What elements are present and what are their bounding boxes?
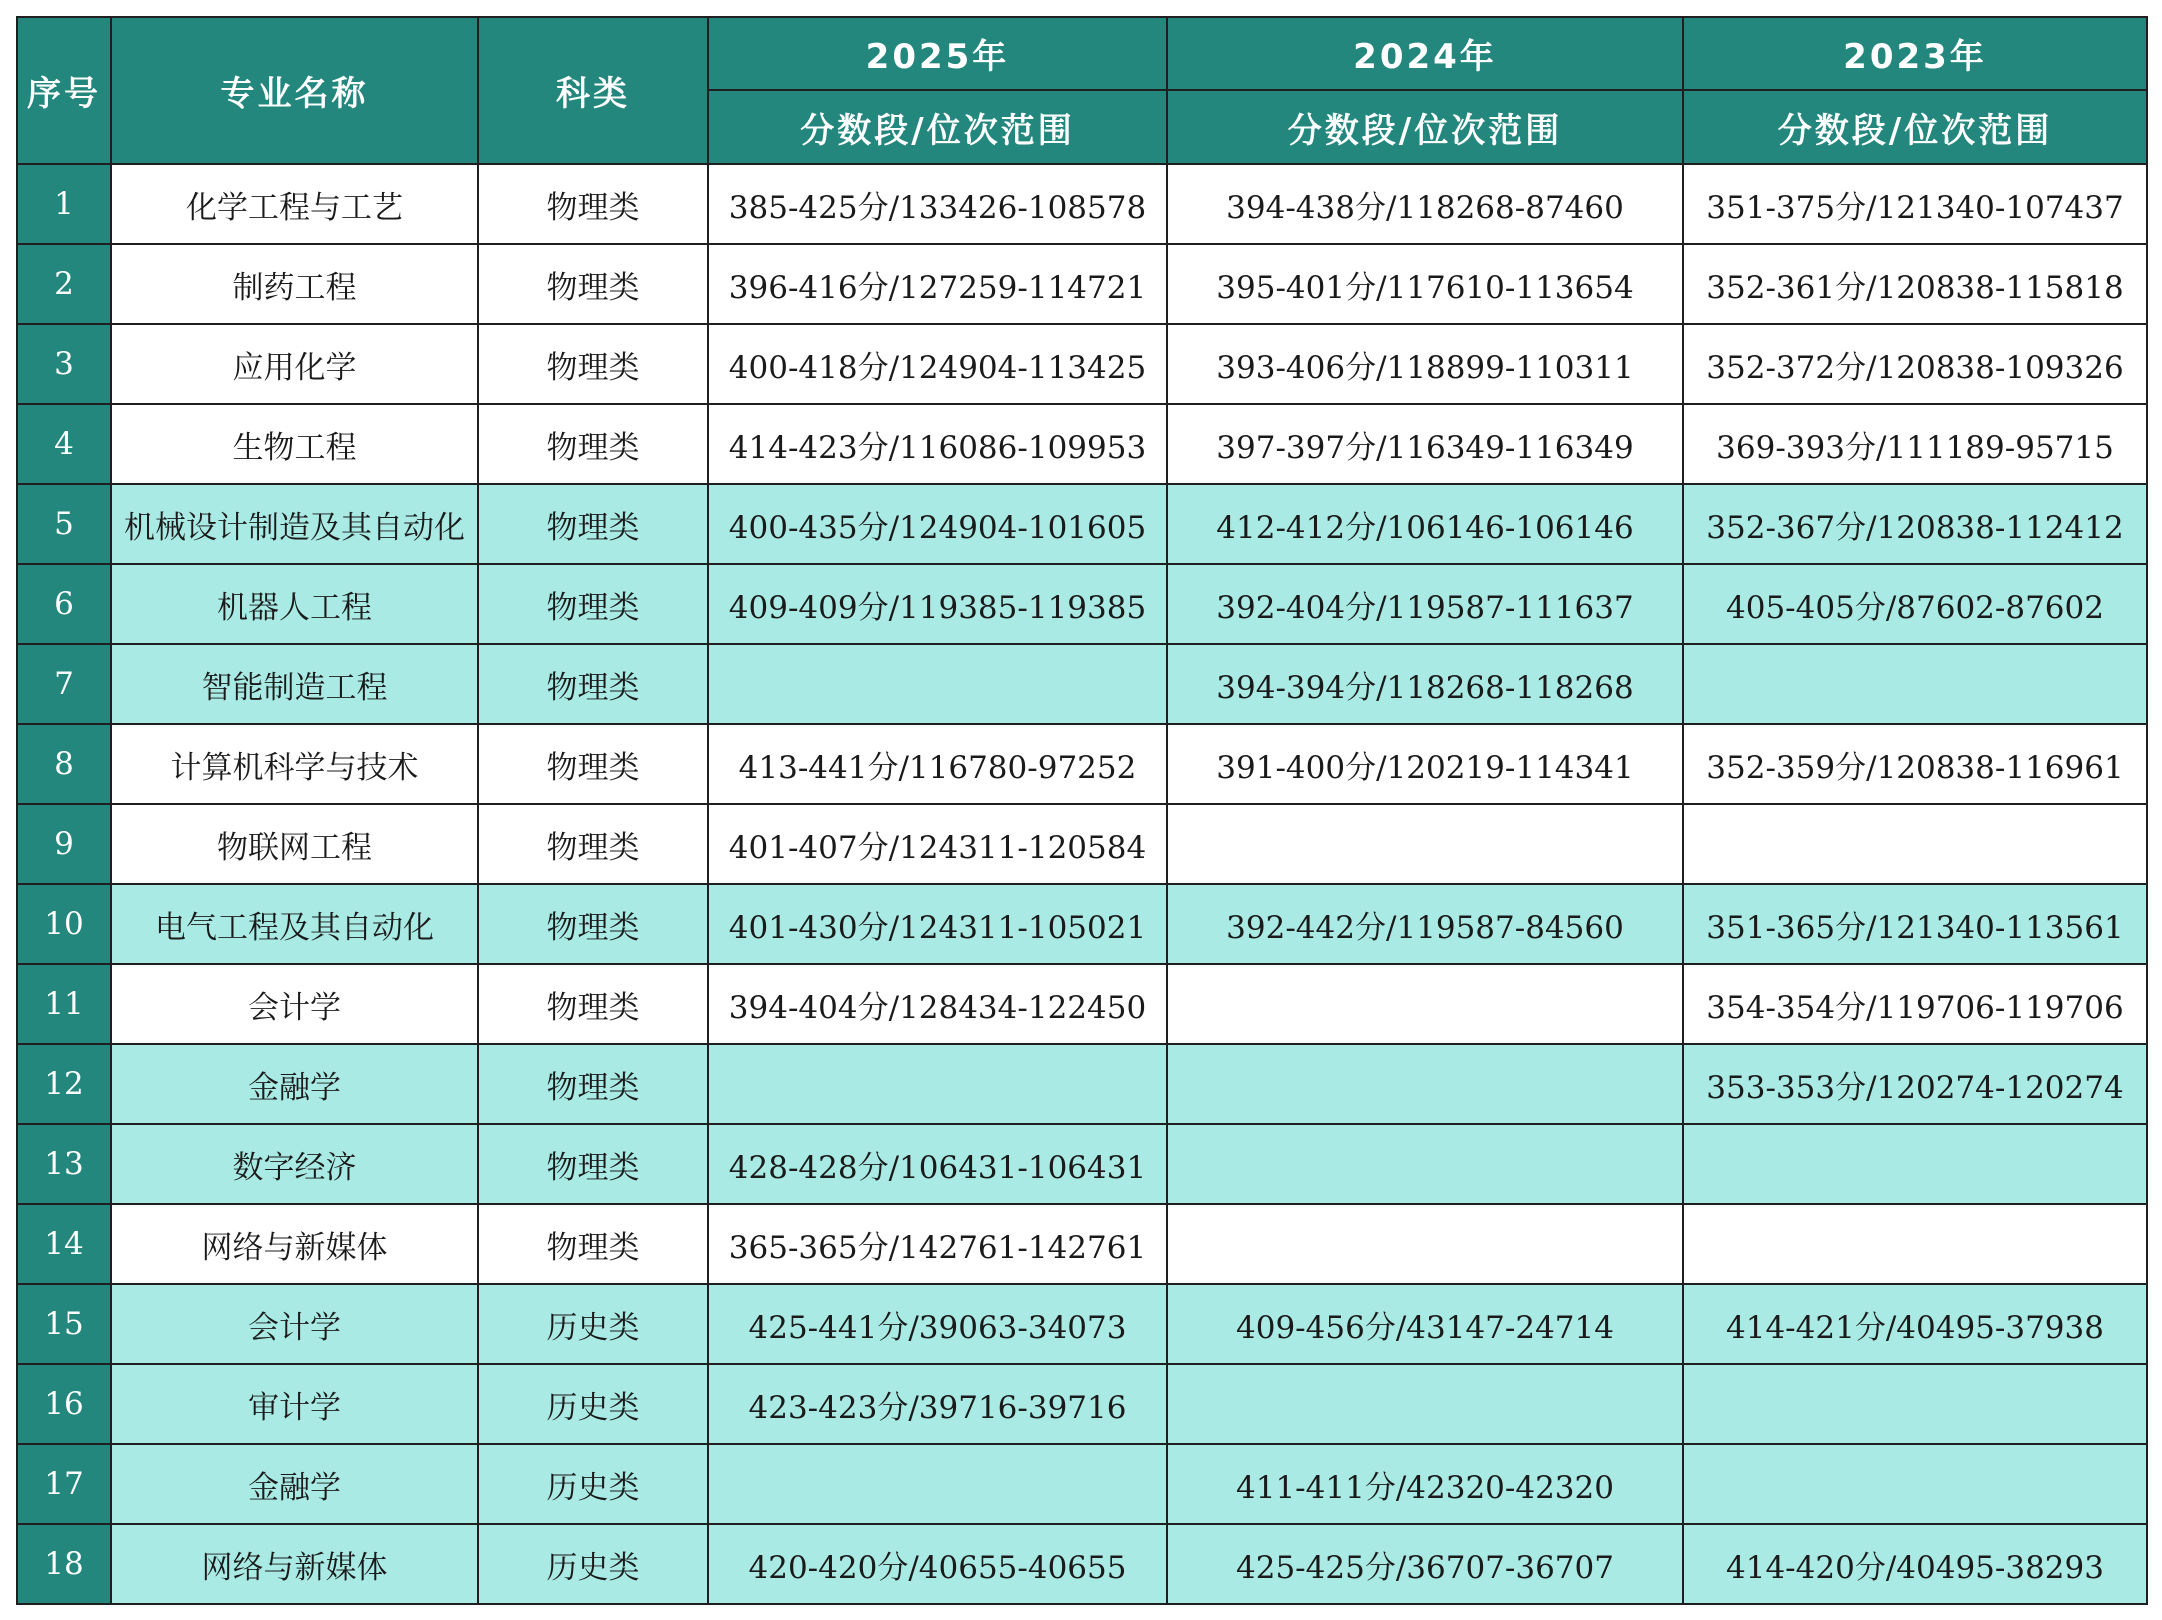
table-row	[17, 1364, 2147, 1444]
row-index-cell: 5	[17, 484, 111, 564]
subheader-2025: 分数段/位次范围	[708, 90, 1167, 164]
score-2024-cell: 395-401分/117610-113654	[1167, 244, 1683, 324]
major-cell: 物联网工程	[111, 804, 478, 884]
row-index-cell: 10	[17, 884, 111, 964]
major-cell: 生物工程	[111, 404, 478, 484]
score-2025-cell: 414-423分/116086-109953	[708, 404, 1167, 484]
score-2025-cell: 400-435分/124904-101605	[708, 484, 1167, 564]
major-cell: 制药工程	[111, 244, 478, 324]
score-2025-cell: 420-420分/40655-40655	[708, 1524, 1167, 1604]
row-index-cell: 7	[17, 644, 111, 724]
header-year-2025: 2025年	[708, 17, 1167, 90]
score-2024-cell	[1167, 1124, 1683, 1204]
category-cell: 物理类	[478, 964, 708, 1044]
score-2023-cell: 351-375分/121340-107437	[1683, 164, 2147, 244]
score-2023-cell: 351-365分/121340-113561	[1683, 884, 2147, 964]
table-row	[17, 1124, 2147, 1204]
category-cell: 物理类	[478, 404, 708, 484]
row-index-cell: 14	[17, 1204, 111, 1284]
table-row	[17, 404, 2147, 484]
row-index-cell: 15	[17, 1284, 111, 1364]
score-2023-cell: 352-367分/120838-112412	[1683, 484, 2147, 564]
score-2025-cell: 401-407分/124311-120584	[708, 804, 1167, 884]
row-index-cell: 4	[17, 404, 111, 484]
score-2025-cell: 423-423分/39716-39716	[708, 1364, 1167, 1444]
table-row	[17, 1524, 2147, 1604]
score-2023-cell	[1683, 644, 2147, 724]
score-2023-cell: 369-393分/111189-95715	[1683, 404, 2147, 484]
table-row	[17, 724, 2147, 804]
score-2024-cell: 411-411分/42320-42320	[1167, 1444, 1683, 1524]
row-index-cell: 1	[17, 164, 111, 244]
table-row	[17, 964, 2147, 1044]
table-row	[17, 804, 2147, 884]
table-row	[17, 164, 2147, 244]
major-cell: 化学工程与工艺	[111, 164, 478, 244]
admission-score-table	[16, 16, 2148, 1605]
category-cell: 物理类	[478, 724, 708, 804]
row-index-cell: 11	[17, 964, 111, 1044]
score-2025-cell	[708, 1444, 1167, 1524]
header-row-years	[17, 17, 2147, 90]
category-cell: 物理类	[478, 1204, 708, 1284]
category-cell: 历史类	[478, 1364, 708, 1444]
row-index-cell: 3	[17, 324, 111, 404]
table-body	[17, 164, 2147, 1604]
table-row	[17, 1044, 2147, 1124]
row-index-cell: 17	[17, 1444, 111, 1524]
score-2025-cell: 365-365分/142761-142761	[708, 1204, 1167, 1284]
score-2024-cell: 392-442分/119587-84560	[1167, 884, 1683, 964]
score-2025-cell	[708, 1044, 1167, 1124]
category-cell: 物理类	[478, 564, 708, 644]
table-row	[17, 1444, 2147, 1524]
score-2024-cell: 412-412分/106146-106146	[1167, 484, 1683, 564]
score-2025-cell: 401-430分/124311-105021	[708, 884, 1167, 964]
score-2024-cell: 394-438分/118268-87460	[1167, 164, 1683, 244]
row-index-cell: 13	[17, 1124, 111, 1204]
score-2023-cell: 352-372分/120838-109326	[1683, 324, 2147, 404]
score-2024-cell	[1167, 964, 1683, 1044]
row-index-cell: 12	[17, 1044, 111, 1124]
category-cell: 物理类	[478, 484, 708, 564]
table-row	[17, 1204, 2147, 1284]
score-2024-cell	[1167, 1204, 1683, 1284]
major-cell: 电气工程及其自动化	[111, 884, 478, 964]
category-cell: 物理类	[478, 1124, 708, 1204]
header-category: 科类	[478, 17, 708, 164]
major-cell: 会计学	[111, 964, 478, 1044]
table-row	[17, 244, 2147, 324]
score-2024-cell: 397-397分/116349-116349	[1167, 404, 1683, 484]
major-cell: 金融学	[111, 1444, 478, 1524]
major-cell: 网络与新媒体	[111, 1524, 478, 1604]
score-2024-cell: 393-406分/118899-110311	[1167, 324, 1683, 404]
major-cell: 网络与新媒体	[111, 1204, 478, 1284]
category-cell: 历史类	[478, 1524, 708, 1604]
score-2023-cell: 353-353分/120274-120274	[1683, 1044, 2147, 1124]
score-2025-cell: 385-425分/133426-108578	[708, 164, 1167, 244]
score-2025-cell: 428-428分/106431-106431	[708, 1124, 1167, 1204]
score-2024-cell: 394-394分/118268-118268	[1167, 644, 1683, 724]
header-major: 专业名称	[111, 17, 478, 164]
score-2023-cell: 414-421分/40495-37938	[1683, 1284, 2147, 1364]
major-cell: 智能制造工程	[111, 644, 478, 724]
row-index-cell: 9	[17, 804, 111, 884]
category-cell: 物理类	[478, 324, 708, 404]
score-2023-cell	[1683, 1124, 2147, 1204]
category-cell: 物理类	[478, 804, 708, 884]
row-index-cell: 6	[17, 564, 111, 644]
row-index-cell: 16	[17, 1364, 111, 1444]
major-cell: 计算机科学与技术	[111, 724, 478, 804]
score-2024-cell: 392-404分/119587-111637	[1167, 564, 1683, 644]
table-row	[17, 564, 2147, 644]
major-cell: 数字经济	[111, 1124, 478, 1204]
score-2023-cell: 414-420分/40495-38293	[1683, 1524, 2147, 1604]
score-2023-cell: 352-359分/120838-116961	[1683, 724, 2147, 804]
score-2024-cell	[1167, 1364, 1683, 1444]
table-row	[17, 1284, 2147, 1364]
score-2023-cell	[1683, 1364, 2147, 1444]
category-cell: 历史类	[478, 1284, 708, 1364]
category-cell: 物理类	[478, 164, 708, 244]
subheader-2024: 分数段/位次范围	[1167, 90, 1683, 164]
score-2024-cell	[1167, 1044, 1683, 1124]
major-cell: 审计学	[111, 1364, 478, 1444]
table-row	[17, 324, 2147, 404]
score-2025-cell: 394-404分/128434-122450	[708, 964, 1167, 1044]
score-2025-cell: 396-416分/127259-114721	[708, 244, 1167, 324]
score-2025-cell: 413-441分/116780-97252	[708, 724, 1167, 804]
major-cell: 机械设计制造及其自动化	[111, 484, 478, 564]
row-index-cell: 2	[17, 244, 111, 324]
score-table-container	[16, 16, 2148, 1605]
score-2024-cell: 391-400分/120219-114341	[1167, 724, 1683, 804]
row-index-cell: 18	[17, 1524, 111, 1604]
category-cell: 物理类	[478, 884, 708, 964]
table-row	[17, 484, 2147, 564]
score-2023-cell	[1683, 1444, 2147, 1524]
score-2023-cell: 405-405分/87602-87602	[1683, 564, 2147, 644]
major-cell: 机器人工程	[111, 564, 478, 644]
score-2023-cell	[1683, 1204, 2147, 1284]
major-cell: 金融学	[111, 1044, 478, 1124]
category-cell: 物理类	[478, 644, 708, 724]
row-index-cell: 8	[17, 724, 111, 804]
table-row	[17, 884, 2147, 964]
score-2023-cell: 352-361分/120838-115818	[1683, 244, 2147, 324]
header-year-2023: 2023年	[1683, 17, 2147, 90]
score-2024-cell	[1167, 804, 1683, 884]
score-2024-cell: 409-456分/43147-24714	[1167, 1284, 1683, 1364]
header-index: 序号	[17, 17, 111, 164]
score-2025-cell: 409-409分/119385-119385	[708, 564, 1167, 644]
category-cell: 物理类	[478, 244, 708, 324]
subheader-2023: 分数段/位次范围	[1683, 90, 2147, 164]
score-2025-cell: 400-418分/124904-113425	[708, 324, 1167, 404]
score-2023-cell	[1683, 804, 2147, 884]
category-cell: 物理类	[478, 1044, 708, 1124]
major-cell: 会计学	[111, 1284, 478, 1364]
score-2023-cell: 354-354分/119706-119706	[1683, 964, 2147, 1044]
score-2024-cell: 425-425分/36707-36707	[1167, 1524, 1683, 1604]
major-cell: 应用化学	[111, 324, 478, 404]
header-year-2024: 2024年	[1167, 17, 1683, 90]
table-row	[17, 644, 2147, 724]
score-2025-cell: 425-441分/39063-34073	[708, 1284, 1167, 1364]
category-cell: 历史类	[478, 1444, 708, 1524]
score-2025-cell	[708, 644, 1167, 724]
